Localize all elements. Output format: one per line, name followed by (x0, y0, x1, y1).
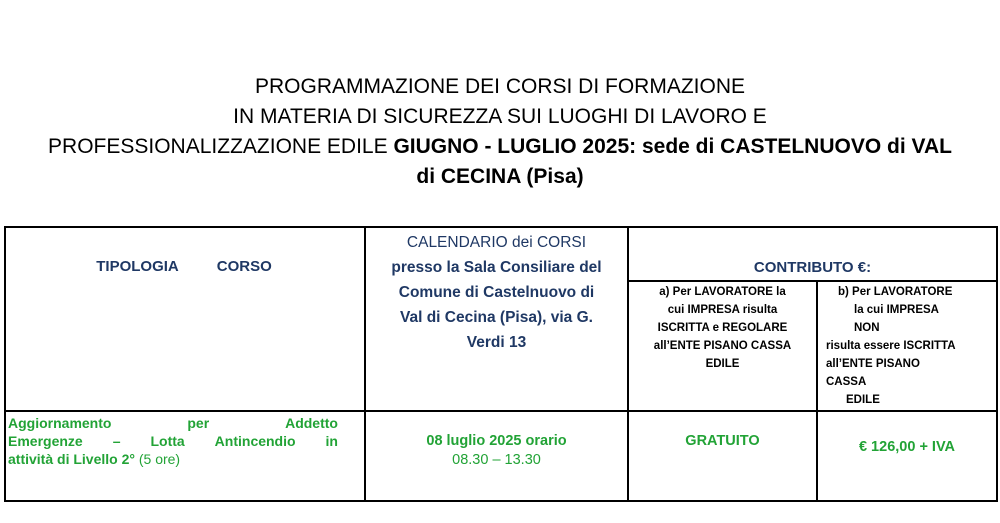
header-calendario (366, 230, 627, 355)
calendario-line-2: presso la Sala Consiliare del (391, 259, 602, 276)
col-b-line-4: risulta essere ISCRITTA (826, 340, 956, 352)
title-line-4 (0, 162, 1000, 192)
calendario-line-4: Val di Cecina (Pisa), via G. (400, 309, 593, 326)
calendario-line-1: CALENDARIO dei CORSI (406, 234, 587, 251)
course-line-1 (8, 414, 338, 432)
col-b-line-5: all’ENTE PISANO (826, 358, 920, 370)
course-word-3: Addetto (285, 415, 338, 431)
title-line-2: IN MATERIA DI SICUREZZA SUI LUOGHI DI LAVORO E (233, 105, 767, 128)
col-divider-3 (816, 280, 818, 502)
header-tipologia: TIPOLOGIA (96, 258, 179, 275)
header-tipologia-corso (4, 258, 364, 275)
course-word-6: Lotta (150, 433, 185, 449)
col-b-line-3: NON (854, 322, 880, 334)
header-col-a (629, 283, 816, 373)
table-border-top (4, 226, 998, 228)
price-col-b: € 126,00 + IVA (858, 439, 956, 455)
header-col-b (820, 283, 996, 409)
contributo-divider (627, 280, 998, 282)
course-word-7: Antincendio (214, 433, 296, 449)
col-b-line-1: b) Per LAVORATORE (838, 286, 953, 298)
col-a-line-1: a) Per LAVORATORE la (659, 286, 786, 298)
course-line-3 (8, 450, 338, 468)
page-title (0, 72, 1000, 192)
header-row-divider (4, 410, 998, 412)
table-border-right (996, 226, 998, 502)
col-a-line-4: all’ENTE PISANO CASSA (653, 340, 792, 352)
col-b-line-2: la cui IMPRESA (854, 304, 939, 316)
courses-table (4, 226, 998, 502)
course-duration: (5 ore) (134, 451, 181, 467)
header-corso: CORSO (216, 258, 272, 275)
col-b-line-7: EDILE (846, 394, 880, 406)
title-line-4-bold: di CECINA (Pisa) (416, 165, 584, 188)
price-col-a: GRATUITO (685, 433, 760, 449)
col-a-line-2: cui IMPRESA risulta (667, 304, 778, 316)
col-b-line-6: CASSA (826, 376, 867, 388)
course-word-5: – (112, 433, 121, 449)
course-word-2: per (187, 415, 210, 431)
title-line-3-bold: GIUGNO - LUGLIO 2025: sede di CASTELNUOVO di VAL (393, 135, 952, 158)
course-date (366, 432, 627, 470)
table-border-bottom (4, 500, 998, 502)
course-date-line: 08 luglio 2025 orario (426, 433, 567, 449)
course-line-2 (8, 432, 338, 450)
calendario-line-3: Comune di Castelnuovo di (398, 284, 595, 301)
course-word-1: Aggiornamento (8, 415, 112, 431)
calendario-line-5: Verdi 13 (466, 334, 527, 351)
course-line-3-bold: attività di Livello 2° (8, 451, 135, 467)
title-line-3 (0, 132, 1000, 162)
col-a-line-3: ISCRITTA e REGOLARE (657, 322, 788, 334)
course-time-line: 08.30 – 13.30 (452, 452, 541, 468)
title-line-3-normal: PROFESSIONALIZZAZIONE EDILE (48, 135, 394, 158)
course-word-8: in (325, 433, 338, 449)
header-contributo: CONTRIBUTO €: (753, 259, 872, 276)
course-word-4: Emergenze (8, 433, 83, 449)
title-line-1: PROGRAMMAZIONE DEI CORSI DI FORMAZIONE (254, 75, 746, 98)
col-a-line-5: EDILE (705, 358, 740, 370)
course-name (8, 414, 338, 468)
